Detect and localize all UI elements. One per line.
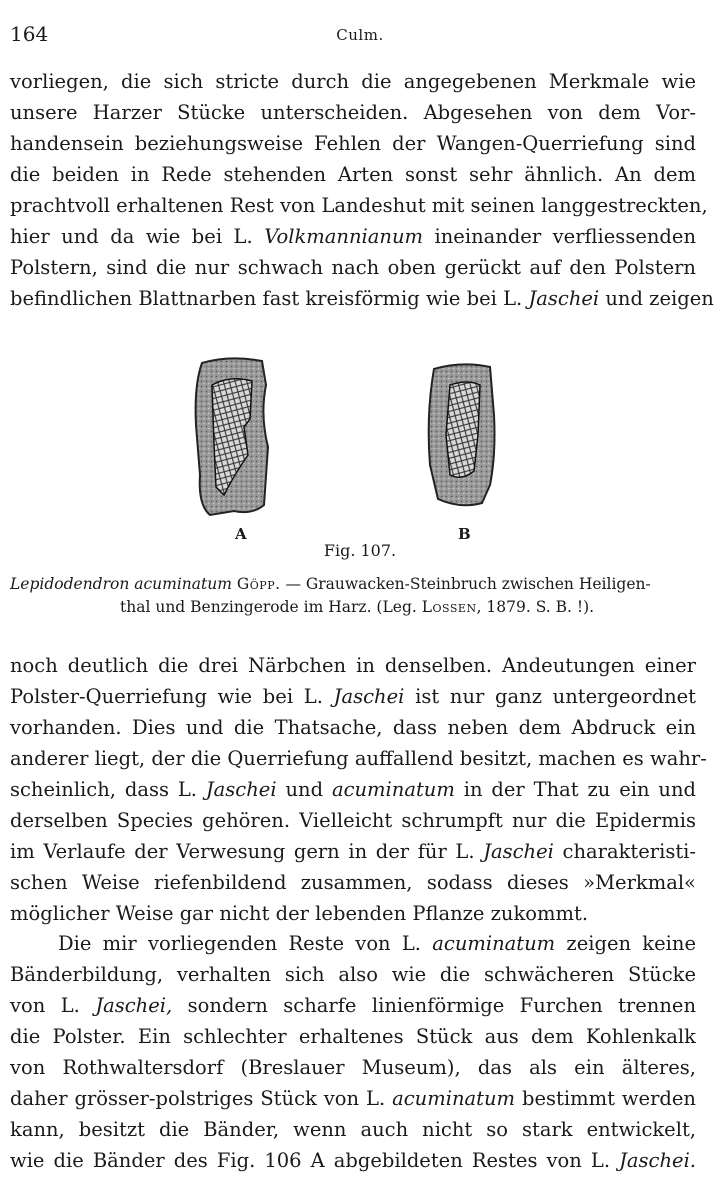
- figure-label-a: A: [235, 525, 247, 543]
- fossil-illustration: [190, 355, 530, 530]
- text-line: von Rothwaltersdorf (Breslauer Museum), das als ein älteres,: [10, 1056, 696, 1079]
- text-line: unsere Harzer Stücke unterscheiden. Abgesehen von dem Vor-: [10, 101, 696, 124]
- species-name: Jaschei: [205, 778, 277, 801]
- text-line: handensein beziehungsweise Fehlen der Wangen-Querriefung sind: [10, 132, 696, 155]
- species-name: Volkmannianum: [264, 225, 423, 248]
- caption-line: thal und Benzingerode im Harz. (Leg. Lossen, 1879. S. B. !).: [120, 598, 595, 616]
- running-head: Culm.: [336, 26, 384, 44]
- species-name: Jaschei: [528, 287, 600, 310]
- text-line: vorliegen, die sich stricte durch die angegebenen Merkmale wie: [10, 70, 696, 93]
- species-name: acuminatum: [331, 778, 455, 801]
- text-line: scheinlich, dass L. Jaschei und acuminatum in der That zu ein und: [10, 778, 696, 801]
- page-number: 164: [10, 22, 49, 46]
- text-line: daher grösser-polstriges Stück von L. acuminatum bestimmt werden: [10, 1087, 696, 1110]
- text-line: prachtvoll erhaltenen Rest von Landeshut mit seinen langgestreckten,: [10, 194, 708, 217]
- species-name: Jaschei: [333, 685, 405, 708]
- text-line: möglicher Weise gar nicht der lebenden Pflanze zukommt.: [10, 902, 589, 925]
- caption-collector: Lossen: [421, 598, 477, 616]
- text-line: noch deutlich die drei Närbchen in denselben. Andeutungen einer: [10, 654, 696, 677]
- species-name: Jaschei: [483, 840, 554, 863]
- page-header: [10, 22, 710, 52]
- figure-number: Fig. 107.: [323, 541, 397, 560]
- paragraph-3: [10, 928, 696, 1176]
- text-line: anderer liegt, der die Querriefung auffallend besitzt, machen es wahr-: [10, 747, 707, 770]
- paragraph-2: [10, 650, 707, 929]
- text-line: derselben Species gehören. Vielleicht schrumpft nur die Epidermis: [10, 809, 696, 832]
- text-line: im Verlaufe der Verwesung gern in der für L. Jaschei charakteristi-: [10, 840, 697, 863]
- specimen-b: [429, 364, 495, 505]
- caption-line: Lepidodendron acuminatum Göpp. — Grauwacken-Steinbruch zwischen Heiligen-: [10, 575, 651, 593]
- text-line: Die mir vorliegenden Reste von L. acuminatum zeigen keine: [58, 932, 696, 955]
- text-line: Bänderbildung, verhalten sich also wie die schwächeren Stücke: [10, 963, 696, 986]
- text-line: Polstern, sind die nur schwach nach oben gerückt auf den Polstern: [10, 256, 696, 279]
- species-name: Jaschei,: [95, 994, 173, 1017]
- text-line: kann, besitzt die Bänder, wenn auch nicht so stark entwickelt,: [10, 1118, 696, 1141]
- species-name: acuminatum: [432, 932, 556, 955]
- text-line: von L. Jaschei, sondern scharfe linienförmige Furchen trennen: [10, 994, 697, 1017]
- caption-author: Göpp.: [236, 575, 281, 593]
- species-name: Jaschei.: [619, 1149, 696, 1172]
- text-line: Polster-Querriefung wie bei L. Jaschei ist nur ganz untergeordnet: [10, 685, 697, 708]
- specimen-a: [196, 358, 268, 515]
- species-name: acuminatum: [392, 1087, 516, 1110]
- text-line: vorhanden. Dies und die Thatsache, dass neben dem Abdruck ein: [10, 716, 696, 739]
- text-line: die Polster. Ein schlechter erhaltenes Stück aus dem Kohlenkalk: [10, 1025, 696, 1048]
- paragraph-1: [10, 66, 714, 314]
- text-line: hier und da wie bei L. Volkmannianum ineinander verfliessenden: [10, 225, 697, 248]
- text-line: befindlichen Blattnarben fast kreisförmig wie bei L. Jaschei und zeigen: [10, 287, 714, 310]
- figure-label-b: B: [458, 525, 471, 543]
- caption-species: Lepidodendron acuminatum: [10, 575, 232, 593]
- text-line: die beiden in Rede stehenden Arten sonst sehr ähnlich. An dem: [10, 163, 696, 186]
- text-line: schen Weise riefenbildend zusammen, sodass dieses »Merkmal«: [10, 871, 696, 894]
- figure-107: [0, 355, 720, 625]
- figure-caption: [10, 573, 700, 619]
- text-line: wie die Bänder des Fig. 106 A abgebildeten Restes von L. Jaschei.: [10, 1149, 696, 1172]
